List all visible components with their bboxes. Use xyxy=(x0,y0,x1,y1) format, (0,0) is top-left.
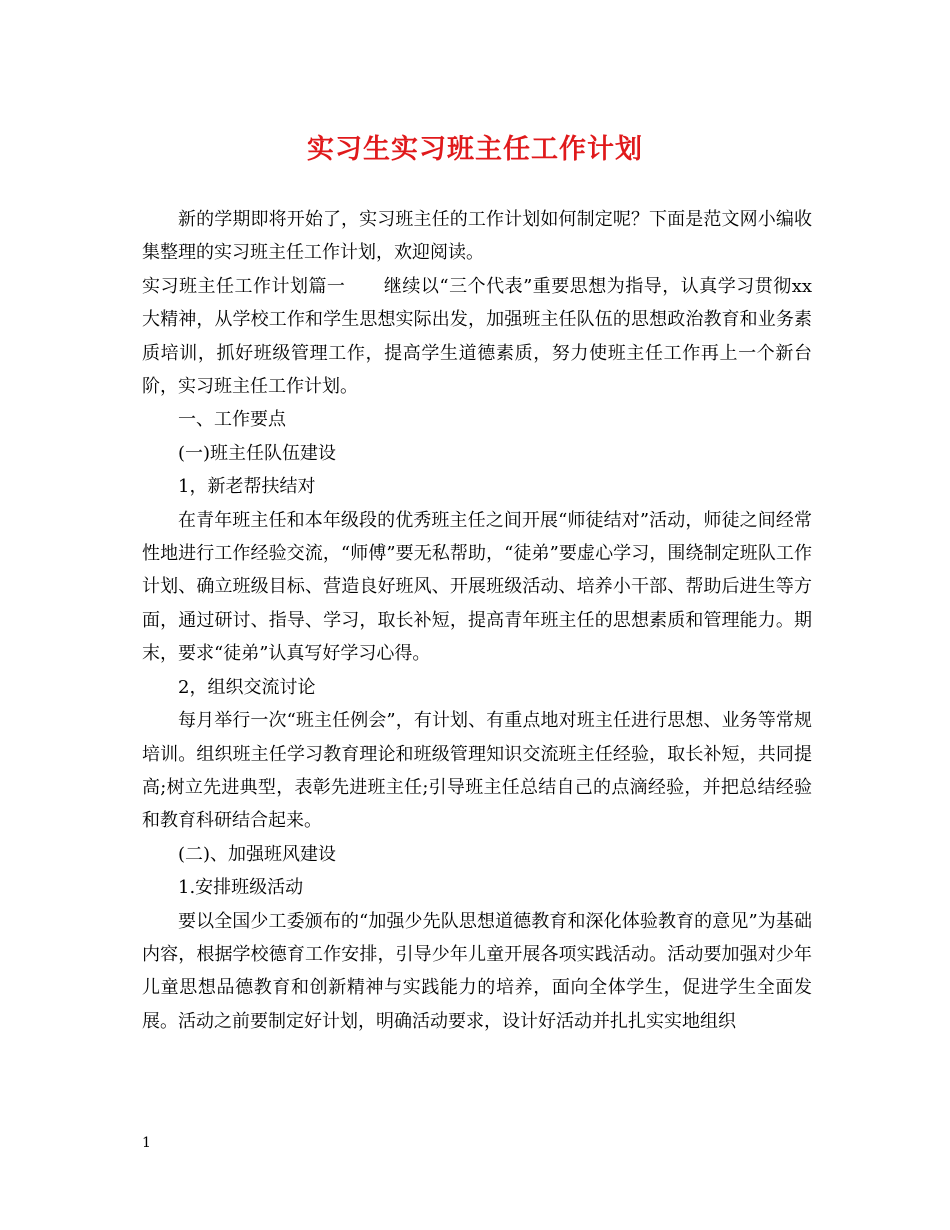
section-intro-text: 继续以“三个代表”重要思想为指导，认真学习贯彻xx大精神，从学校工作和学生思想实际出发，加强班主任队伍的思想政治教育和业务素质培训，抓好班级管理工作，提高学生道德素质，努力使班主任工作再上一个新台阶，实习班主任工作计划。 xyxy=(142,275,812,398)
heading-class-activities: 1.安排班级活动 xyxy=(178,877,304,899)
section-label: 实习班主任工作计划篇一 xyxy=(142,275,346,297)
document-title: 实习生实习班主任工作计划 xyxy=(307,134,643,165)
section-paragraph xyxy=(142,270,812,404)
heading-work-points: 一、工作要点 xyxy=(178,409,286,431)
activities-paragraph: 要以全国少工委颁布的“加强少先队思想道德教育和深化体验教育的意见”为基础内容，根据学校德育工作安排，引导少年儿童开展各项实践活动。活动要加强对少年儿童思想品德教育和创新精神与实践能力的培养，面向全体学生，促进学生全面发展。活动之前要制定好计划，明确活动要求，设计好活动并扎扎实实地组织 xyxy=(142,910,812,1032)
heading-mentoring: 1，新老帮扶结对 xyxy=(178,476,316,498)
heading-team-building: (一)班主任队伍建设 xyxy=(178,442,337,464)
mentoring-paragraph: 在青年班主任和本年级段的优秀班主任之间开展“师徒结对”活动，师徒之间经常性地进行工作经验交流，“师傅”要无私帮助，“徒弟”要虚心学习，围绕制定班队工作计划、确立班级目标、营造良好班风、开展班级活动、培养小干部、帮助后进生等方面，通过研讨、指导、学习，取长补短，提高青年班主任的思想素质和管理能力。期末，要求“徒弟”认真写好学习心得。 xyxy=(142,509,812,665)
heading-class-spirit: (二)、加强班风建设 xyxy=(178,843,337,865)
intro-paragraph: 新的学期即将开始了，实习班主任的工作计划如何制定呢？下面是范文网小编收集整理的实习班主任工作计划，欢迎阅读。 xyxy=(142,209,812,264)
page-number: 1 xyxy=(142,1135,151,1151)
heading-exchange: 2，组织交流讨论 xyxy=(178,676,316,698)
document-body xyxy=(142,203,812,1038)
exchange-paragraph: 每月举行一次“班主任例会”，有计划、有重点地对班主任进行思想、业务等常规培训。组织班主任学习教育理论和班级管理知识交流班主任经验，取长补短，共同提高;树立先进典型，表彰先进班主任;引导班主任总结自己的点滴经验，并把总结经验和教育科研结合起来。 xyxy=(142,710,812,832)
